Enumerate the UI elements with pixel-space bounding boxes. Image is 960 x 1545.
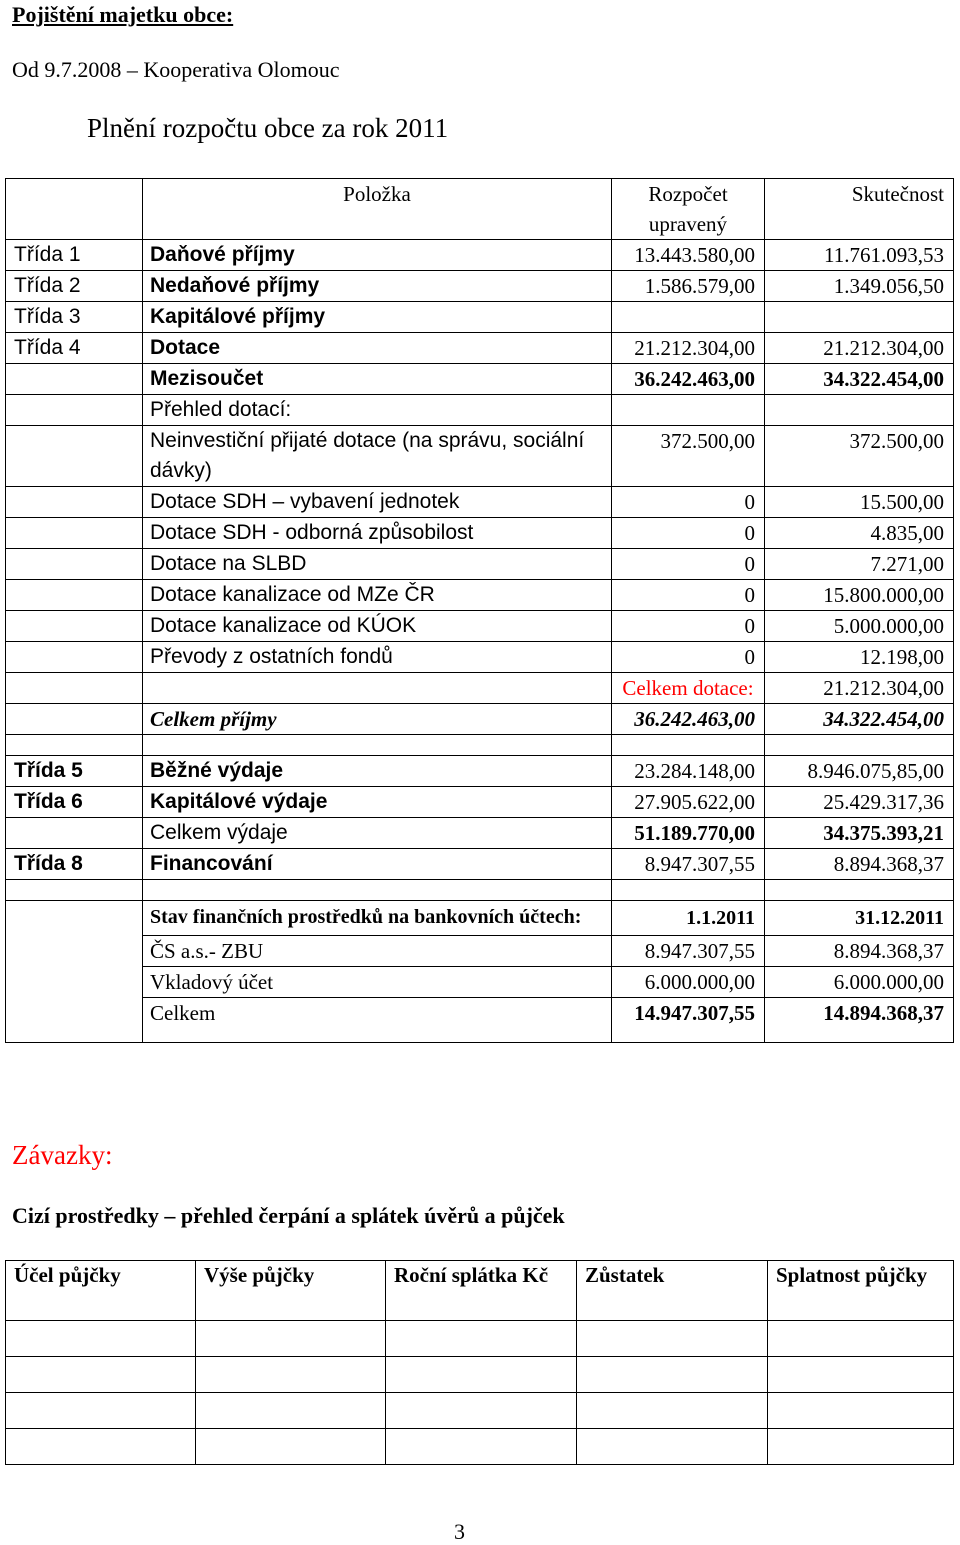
class-label: Třída 3 [6, 302, 143, 333]
subsidy-row [6, 426, 954, 487]
row-budget: 8.947.307,55 [612, 849, 765, 880]
class-label: Třída 2 [6, 271, 143, 302]
loans-table [5, 1260, 954, 1465]
loans-col-balance: Zůstatek [577, 1261, 768, 1321]
subsidy-actual: 4.835,00 [765, 518, 954, 549]
row-budget: 23.284.148,00 [612, 756, 765, 787]
class-label: Třída 1 [6, 240, 143, 271]
loans-row [6, 1393, 954, 1429]
table-row [6, 302, 954, 333]
subsidy-row [6, 518, 954, 549]
loans-col-annual: Roční splátka Kč [386, 1261, 577, 1321]
budget-table [5, 178, 954, 1043]
row-actual: 8.946.075,85,00 [765, 756, 954, 787]
subsidy-row [6, 549, 954, 580]
subsidy-total-row [6, 673, 954, 704]
row-item: Financování [143, 849, 612, 880]
table-row [6, 756, 954, 787]
income-total-label: Celkem příjmy [143, 704, 612, 735]
loans-row [6, 1321, 954, 1357]
row-budget: 21.212.304,00 [612, 333, 765, 364]
header-actual: Skutečnost [765, 179, 954, 240]
header-budget: Rozpočet upravený [612, 179, 765, 240]
row-item: Daňové příjmy [143, 240, 612, 271]
class-label: Třída 6 [6, 787, 143, 818]
row-actual: 8.894.368,37 [765, 849, 954, 880]
table-row [6, 787, 954, 818]
funds-header-row [6, 901, 954, 936]
funds-label: Stav finančních prostředků na bankovních účtech: [143, 901, 612, 936]
subsidy-item: Dotace SDH - odborná způsobilost [143, 518, 612, 549]
table-row [6, 271, 954, 302]
funds-item: ČS a.s.- ZBU [143, 936, 612, 967]
subsidy-budget: 372.500,00 [612, 426, 765, 487]
subsidy-row [6, 642, 954, 673]
row-actual: 25.429.317,36 [765, 787, 954, 818]
funds-row [6, 936, 954, 967]
subtotal-actual: 34.322.454,00 [765, 364, 954, 395]
subsidy-item: Neinvestiční přijaté dotace (na správu, sociální dávky) [143, 426, 612, 487]
subtotal-budget: 36.242.463,00 [612, 364, 765, 395]
row-actual: 34.375.393,21 [765, 818, 954, 849]
row-actual: 11.761.093,53 [765, 240, 954, 271]
funds-total-row [6, 998, 954, 1043]
funds-total-2: 14.894.368,37 [765, 998, 954, 1043]
row-actual [765, 302, 954, 333]
funds-total-1: 14.947.307,55 [612, 998, 765, 1043]
subsidy-overview-row [6, 395, 954, 426]
spacer-row [6, 880, 954, 901]
loans-header-row [6, 1261, 954, 1321]
subsidy-actual: 5.000.000,00 [765, 611, 954, 642]
row-item: Kapitálové výdaje [143, 787, 612, 818]
subsidy-budget: 0 [612, 487, 765, 518]
subsidy-budget: 0 [612, 611, 765, 642]
funds-row [6, 967, 954, 998]
subsidy-overview-label: Přehled dotací: [143, 395, 612, 426]
row-actual: 21.212.304,00 [765, 333, 954, 364]
funds-date-1: 1.1.2011 [612, 901, 765, 936]
class-label: Třída 8 [6, 849, 143, 880]
subsidy-row [6, 580, 954, 611]
header-item: Položka [143, 179, 612, 240]
subsidy-actual: 12.198,00 [765, 642, 954, 673]
subsidy-actual: 15.800.000,00 [765, 580, 954, 611]
funds-value-1: 8.947.307,55 [612, 936, 765, 967]
row-budget: 1.586.579,00 [612, 271, 765, 302]
table-row [6, 849, 954, 880]
table-header-row [6, 179, 954, 240]
insurance-heading: Pojištění majetku obce: [12, 2, 234, 27]
row-item: Celkem výdaje [143, 818, 612, 849]
subsidy-actual: 7.271,00 [765, 549, 954, 580]
loans-col-maturity: Splatnost půjčky [768, 1261, 954, 1321]
funds-value-2: 8.894.368,37 [765, 936, 954, 967]
spacer-row [6, 735, 954, 756]
income-total-actual: 34.322.454,00 [765, 704, 954, 735]
loans-row [6, 1357, 954, 1393]
subsidy-item: Dotace SDH – vybavení jednotek [143, 487, 612, 518]
subsidy-item: Dotace kanalizace od MZe ČR [143, 580, 612, 611]
income-total-budget: 36.242.463,00 [612, 704, 765, 735]
subtotal-row [6, 364, 954, 395]
income-total-row [6, 704, 954, 735]
subsidy-budget: 0 [612, 642, 765, 673]
subsidy-item: Dotace kanalizace od KÚOK [143, 611, 612, 642]
subsidy-total-label: Celkem dotace: [612, 673, 765, 704]
subsidy-actual: 15.500,00 [765, 487, 954, 518]
class-label: Třída 5 [6, 756, 143, 787]
loans-row [6, 1429, 954, 1465]
row-budget: 27.905.622,00 [612, 787, 765, 818]
subsidy-item: Převody z ostatních fondů [143, 642, 612, 673]
row-item: Běžné výdaje [143, 756, 612, 787]
class-label [6, 818, 143, 849]
row-budget: 13.443.580,00 [612, 240, 765, 271]
subsidy-row [6, 611, 954, 642]
row-item: Dotace [143, 333, 612, 364]
page-number: 3 [454, 1519, 465, 1544]
loans-heading: Cizí prostředky – přehled čerpání a splátek úvěrů a půjček [12, 1203, 565, 1228]
subsidy-budget: 0 [612, 549, 765, 580]
row-item: Kapitálové příjmy [143, 302, 612, 333]
subsidy-budget: 0 [612, 580, 765, 611]
funds-item: Vkladový účet [143, 967, 612, 998]
subsidy-row [6, 487, 954, 518]
table-row [6, 333, 954, 364]
funds-value-1: 6.000.000,00 [612, 967, 765, 998]
class-label: Třída 4 [6, 333, 143, 364]
row-budget [612, 302, 765, 333]
subsidy-total-actual: 21.212.304,00 [765, 673, 954, 704]
funds-value-2: 6.000.000,00 [765, 967, 954, 998]
budget-title: Plnění rozpočtu obce za rok 2011 [87, 113, 449, 143]
liabilities-heading: Závazky: [12, 1140, 113, 1170]
subsidy-actual: 372.500,00 [765, 426, 954, 487]
subtotal-label: Mezisoučet [143, 364, 612, 395]
table-row [6, 240, 954, 271]
insurance-line: Od 9.7.2008 – Kooperativa Olomouc [12, 57, 340, 82]
table-row [6, 818, 954, 849]
funds-date-2: 31.12.2011 [765, 901, 954, 936]
row-item: Nedaňové příjmy [143, 271, 612, 302]
row-actual: 1.349.056,50 [765, 271, 954, 302]
funds-total-label: Celkem [143, 998, 612, 1043]
loans-col-purpose: Účel půjčky [6, 1261, 196, 1321]
loans-col-amount: Výše půjčky [196, 1261, 386, 1321]
row-budget: 51.189.770,00 [612, 818, 765, 849]
subsidy-budget: 0 [612, 518, 765, 549]
subsidy-item: Dotace na SLBD [143, 549, 612, 580]
